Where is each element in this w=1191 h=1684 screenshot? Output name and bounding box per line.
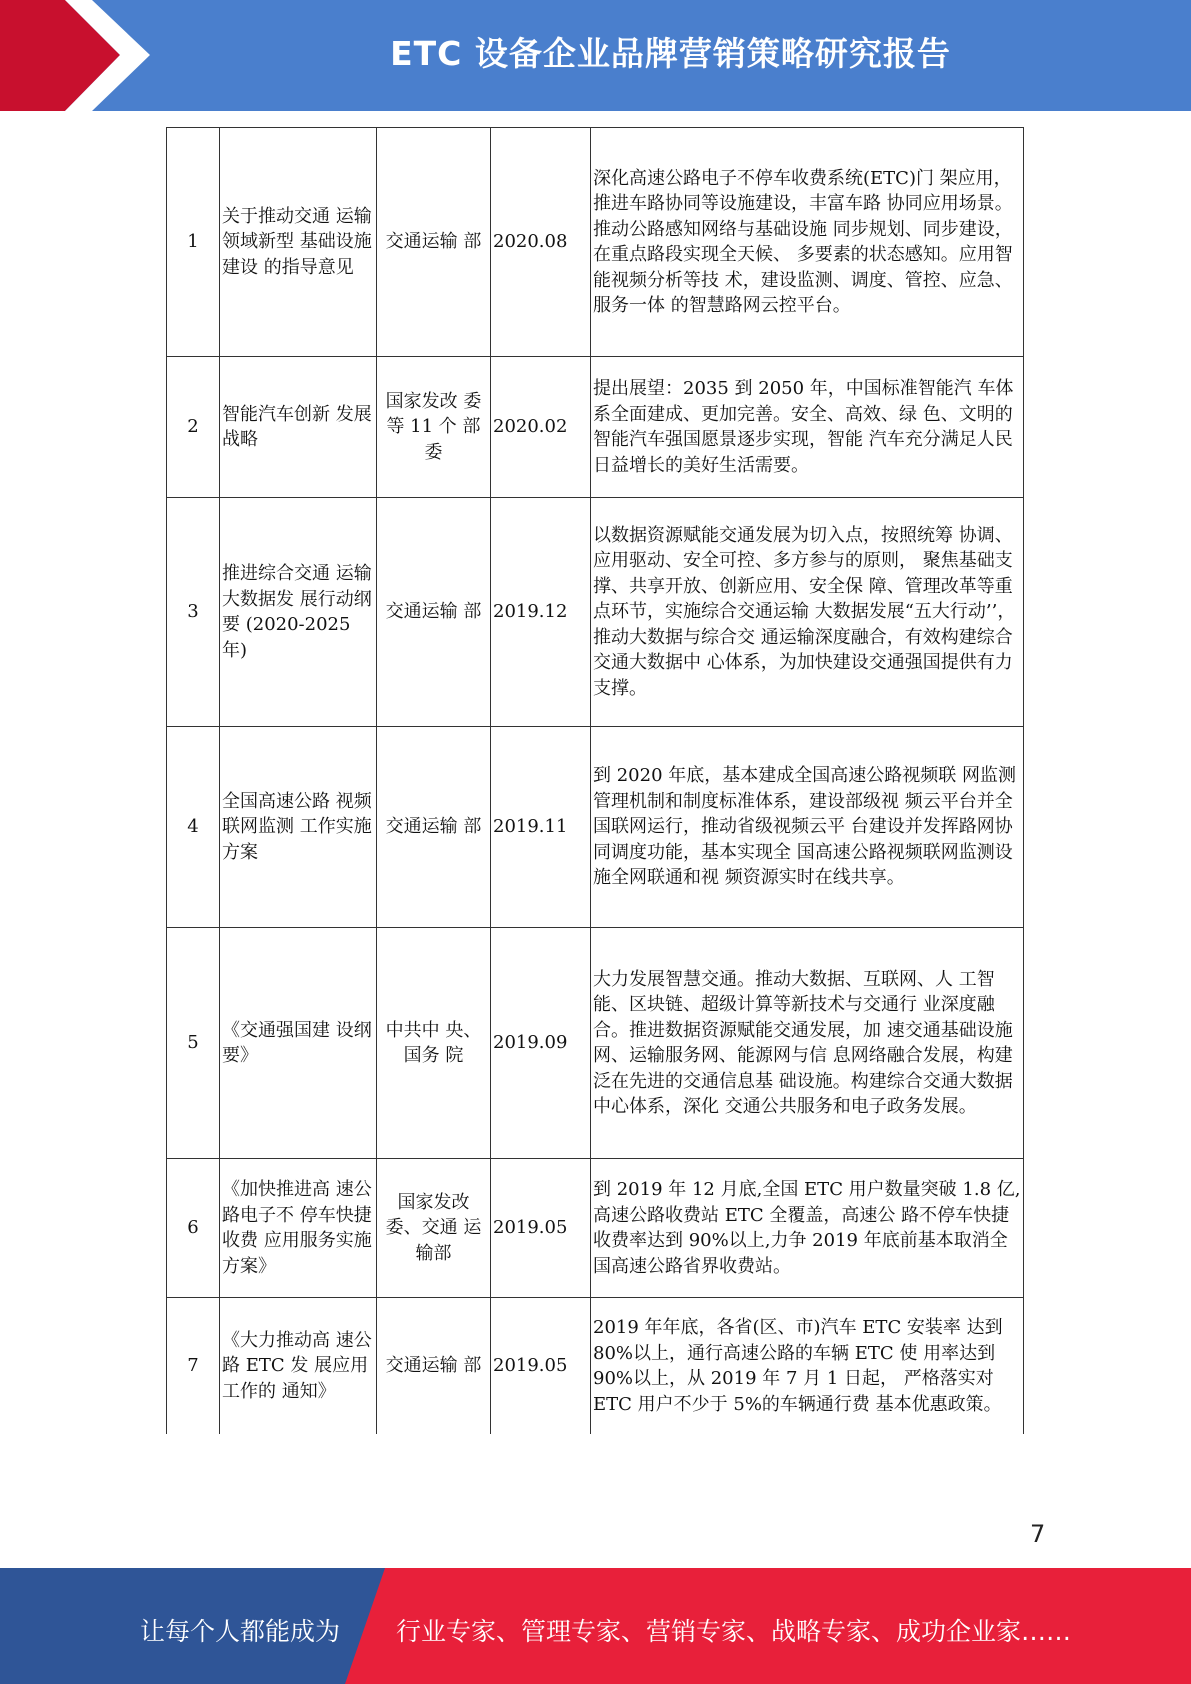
row-number: 4 [167, 727, 220, 928]
issue-date: 2020.08 [491, 128, 591, 357]
policy-name: 推进综合交通 运输大数据发 展行动纲要 (2020-2025 年) [220, 498, 377, 727]
header-chevron-decoration [0, 0, 160, 111]
header-title: ETC 设备企业品牌营销策略研究报告 [390, 34, 951, 73]
issuing-department: 国家发改 委、交通 运输部 [377, 1159, 491, 1298]
issue-date: 2019.11 [491, 727, 591, 928]
table-row [167, 928, 1024, 1159]
issuing-department: 交通运输 部 [377, 498, 491, 727]
policy-content: 以数据资源赋能交通发展为切入点，按照统筹 协调、应用驱动、安全可控、多方参与的原则， 聚焦基础支撑、共享开放、创新应用、安全保 障、管理改革等重点环节，实施综合交通运输 大数据发展“五大行动’’，推动大数据与综合交 通运输深度融合，有效构建综合交通大数据中 心体系，为加快建设交通强国提供有力支撑。 [591, 498, 1024, 727]
table-row [167, 727, 1024, 928]
table-row [167, 1298, 1024, 1435]
page-header [0, 0, 1191, 111]
policy-content: 提出展望：2035 到 2050 年，中国标准智能汽 车体系全面建成、更加完善。安全、高效、绿 色、文明的智能汽车强国愿景逐步实现，智能 汽车充分满足人民日益增长的美好生活需要。 [591, 357, 1024, 498]
policy-name: 全国高速公路 视频联网监测 工作实施方案 [220, 727, 377, 928]
issue-date: 2019.05 [491, 1159, 591, 1298]
row-number: 3 [167, 498, 220, 727]
issue-date: 2020.02 [491, 357, 591, 498]
issue-date: 2019.05 [491, 1298, 591, 1435]
issuing-department: 交通运输 部 [377, 727, 491, 928]
policy-content: 2019 年年底，各省(区、市)汽车 ETC 安装率 达到 80%以上，通行高速公路的车辆 ETC 使 用率达到 90%以上，从 2019 年 7 月 1 日起， 严格落实对 ETC 用户不少于 5%的车辆通行费 基本优惠政策。 [591, 1298, 1024, 1435]
footer-slogan-roles: 行业专家、管理专家、营销专家、战略专家、成功企业家…… [396, 1617, 1072, 1646]
table-row [167, 1159, 1024, 1298]
issuing-department: 交通运输 部 [377, 1298, 491, 1435]
issuing-department: 交通运输 部 [377, 128, 491, 357]
policy-content: 到 2020 年底，基本建成全国高速公路视频联 网监测管理机制和制度标准体系，建设部级视 频云平台并全国联网运行，推动省级视频云平 台建设并发挥路网协同调度功能，基本实现全 国高速公路视频联网监测设施全网联通和视 频资源实时在线共享。 [591, 727, 1024, 928]
policy-name: 关于推动交通 运输领域新型 基础设施建设 的指导意见 [220, 128, 377, 357]
table-row [167, 357, 1024, 498]
row-number: 2 [167, 357, 220, 498]
page-number: 7 [1030, 1520, 1046, 1548]
table-row [167, 498, 1024, 727]
policy-name: 智能汽车创新 发展战略 [220, 357, 377, 498]
row-number: 5 [167, 928, 220, 1159]
table-row [167, 128, 1024, 357]
issuing-department: 国家发改 委等 11 个 部委 [377, 357, 491, 498]
page-footer [0, 1568, 1191, 1684]
policy-content: 大力发展智慧交通。推动大数据、互联网、人 工智能、区块链、超级计算等新技术与交通行 业深度融合。推进数据资源赋能交通发展，加 速交通基础设施网、运输服务网、能源网与信 息网络融合发展，构建泛在先进的交通信息基 础设施。构建综合交通大数据中心体系，深化 交通公共服务和电子政务发展。 [591, 928, 1024, 1159]
policy-name: 《加快推进高 速公路电子不 停车快捷收费 应用服务实施 方案》 [220, 1159, 377, 1298]
policy-name: 《交通强国建 设纲要》 [220, 928, 377, 1159]
issue-date: 2019.12 [491, 498, 591, 727]
policy-content: 深化高速公路电子不停车收费系统(ETC)门 架应用，推进车路协同等设施建设，丰富车路 协同应用场景。推动公路感知网络与基础设施 同步规划、同步建设，在重点路段实现全天候、 多要素的状态感知。应用智能视频分析等技 术，建设监测、调度、管控、应急、服务一体 的智慧路网云控平台。 [591, 128, 1024, 357]
policy-name: 《大力推动高 速公路 ETC 发 展应用工作的 通知》 [220, 1298, 377, 1435]
issuing-department: 中共中 央、国务 院 [377, 928, 491, 1159]
policy-content: 到 2019 年 12 月底,全国 ETC 用户数量突破 1.8 亿,高速公路收费站 ETC 全覆盖，高速公 路不停车快捷收费率达到 90%以上,力争 2019 年底前基本取消全国高速公路省界收费站。 [591, 1159, 1024, 1298]
row-number: 1 [167, 128, 220, 357]
row-number: 6 [167, 1159, 220, 1298]
policy-table [166, 127, 1024, 1434]
row-number: 7 [167, 1298, 220, 1435]
issue-date: 2019.09 [491, 928, 591, 1159]
footer-slogan-lead: 让每个人都能成为 [140, 1617, 341, 1646]
